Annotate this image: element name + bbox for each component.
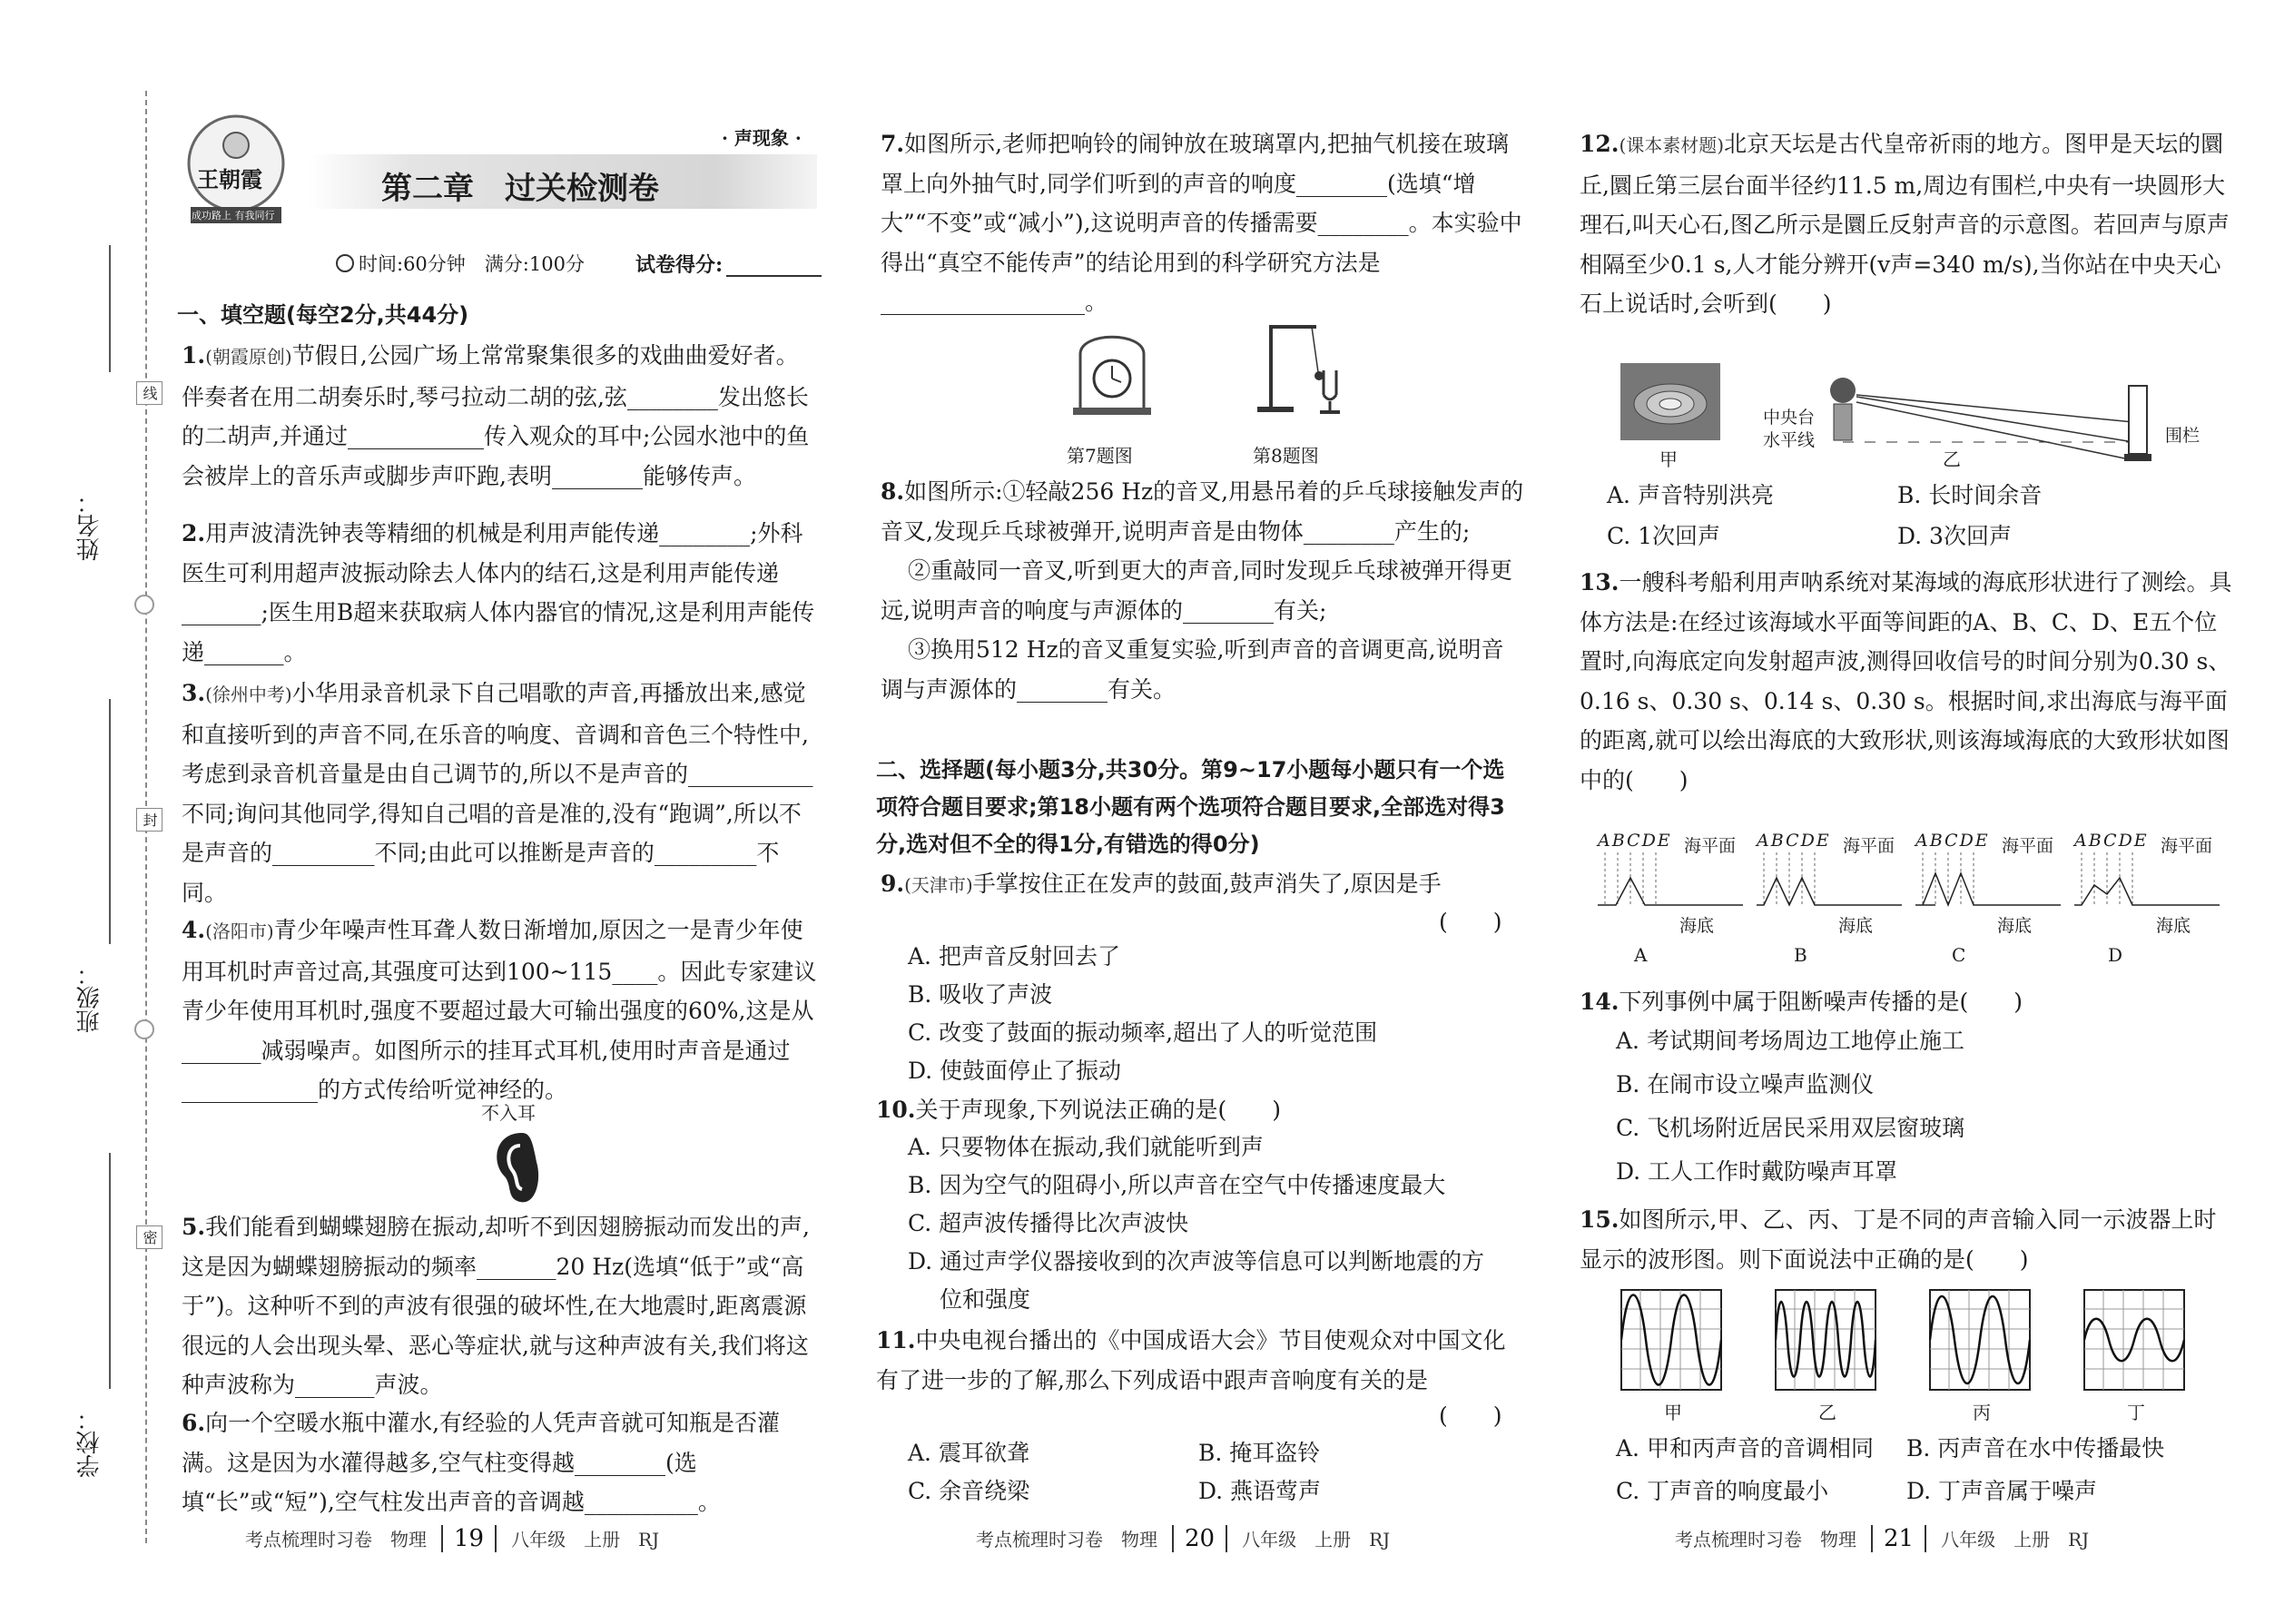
q12-option-a: A. 声音特别洪亮 — [1607, 482, 1774, 508]
score-blank — [726, 275, 822, 277]
q13-text: 一艘科考船利用声呐系统对某海域的海底形状进行了测绘。具体方法是:在经过该海域水平面等间距的A、B、C、D、E五个位置时,向海底定向发射超声波,测得回收信号的时间分别为0.30 s、0.16 s、0.30 s、0.14 s、0.30 s。根据时间,求出海底与海平面的距离,就可以绘出海底的大致形状,则该海域海底的大致形状如图中的( ) — [1580, 569, 2232, 793]
q3-tag: (徐州中考) — [205, 684, 292, 705]
q13-label-d: D — [2108, 944, 2123, 966]
q13-number: 13. — [1580, 569, 1620, 595]
q4-figure-label: 不入耳 — [481, 1102, 536, 1124]
q13-sea-c: 海平面 — [2002, 836, 2054, 856]
q15-option-d: D. 丁声音属于噪声 — [1906, 1478, 2098, 1504]
q10-option-b: B. 因为空气的阻碍小,所以声音在空气中传播速度最大 — [908, 1172, 1446, 1198]
q12-number: 12. — [1580, 131, 1620, 157]
q4-figure — [486, 1126, 549, 1211]
fig8-caption: 第8题图 — [1253, 445, 1319, 467]
waveform-ding — [2083, 1289, 2185, 1391]
q4-text: 青少年噪声性耳聋人数日渐增加,原因之一是青少年使用耳机时声音过高,其强度可达到100~115____。因此专家建议青少年使用耳机时,强度不要超过最大可输出强度的60%,这是从_______减弱噪声。如图所示的挂耳式耳机,使用时声音是通过____________的方式传给听觉神经的。 — [182, 917, 817, 1103]
q14-option-d: D. 工人工作时戴防噪声耳罩 — [1616, 1158, 1898, 1185]
q11-number: 11. — [876, 1327, 916, 1353]
q9-option-d: D. 使鼓面停止了振动 — [908, 1058, 1122, 1084]
q13-figure-b — [1757, 831, 1911, 940]
q11-paren: ( ) — [1439, 1403, 1502, 1429]
q9-option-b: B. 吸收了声波 — [908, 981, 1053, 1008]
clock-icon — [336, 254, 354, 272]
q2-text: 用声波清洗钟表等精细的机械是利用声能传递________;外科医生可利用超声波振动除去人体内的结石,这是利用声能传递_______;医生用B超来获取病人体内器官的情况,这是利用声能传递_______。 — [182, 520, 815, 665]
q9-text: 手掌按住正在发声的鼓面,鼓声消失了,原因是手 — [972, 871, 1442, 897]
waveform-jia — [1620, 1289, 1722, 1391]
question-12 — [1580, 124, 2233, 324]
question-11 — [876, 1321, 1525, 1400]
q13-letters-c: ABCDE — [1915, 831, 1990, 851]
bell-jar-clock-icon — [1071, 322, 1153, 418]
footer-page-20 — [976, 1525, 1390, 1552]
seal-feng: 封 — [136, 808, 162, 832]
seafloor-profile-a — [1598, 851, 1752, 923]
footer-page-19 — [245, 1525, 659, 1552]
q14-number: 14. — [1580, 989, 1620, 1015]
margin-solid-line — [109, 245, 111, 372]
q15-option-b: B. 丙声音在水中传播最快 — [1906, 1435, 2165, 1462]
wave-label-jia: 甲 — [1664, 1402, 1682, 1423]
logo-badge — [177, 109, 295, 227]
q14-option-a: A. 考试期间考场周边工地停止施工 — [1616, 1028, 1964, 1054]
q12-fig-label-center: 中央台 — [1763, 408, 1816, 428]
wave-label-ding: 丁 — [2127, 1402, 2145, 1423]
wave-label-yi: 乙 — [1818, 1402, 1836, 1423]
q13-floor-b: 海底 — [1838, 916, 1874, 936]
q13-letters-b: ABCDE — [1757, 831, 1831, 851]
q13-figure-a — [1598, 831, 1752, 940]
seal-xian: 线 — [136, 381, 162, 405]
q14-option-c: C. 飞机场附近居民采用双层窗玻璃 — [1616, 1115, 1965, 1141]
margin-solid-line — [109, 699, 111, 944]
ear-headphone-icon — [486, 1126, 549, 1207]
q12-tag: (课本素材题) — [1619, 134, 1725, 156]
question-1 — [182, 336, 817, 496]
q12-option-b: B. 长时间余音 — [1897, 482, 2043, 508]
fig8-tuning-fork — [1253, 318, 1353, 421]
q13-label-c: C — [1952, 944, 1966, 966]
page-number-21: 21 — [1871, 1525, 1926, 1552]
class-label: 班级： — [76, 962, 103, 1033]
q15-text: 如图所示,甲、乙、丙、丁是不同的声音输入同一示波器上时显示的波形图。则下面说法中正确的是( ) — [1580, 1206, 2217, 1273]
q2-number: 2. — [182, 520, 206, 546]
q9-option-c: C. 改变了鼓面的振动频率,超出了人的听觉范围 — [908, 1019, 1378, 1046]
ring-icon — [134, 595, 154, 615]
q5-number: 5. — [182, 1214, 206, 1240]
q3-number: 3. — [182, 680, 206, 706]
logo-name: 王朝霞 — [197, 166, 262, 192]
q12-option-c: C. 1次回声 — [1607, 523, 1721, 549]
q10-option-d-cont: 位和强度 — [940, 1286, 1031, 1313]
q12-option-d: D. 3次回声 — [1897, 523, 2012, 549]
q14-text: 下列事例中属于阻断噪声传播的是( ) — [1619, 989, 2023, 1015]
seafloor-profile-c — [1915, 851, 2070, 923]
q9-option-a: A. 把声音反射回去了 — [908, 943, 1120, 969]
q13-letters-a: ABCDE — [1598, 831, 1672, 851]
question-7 — [881, 124, 1525, 322]
q8-line-2: ②重敲同一音叉,听到更大的声音,同时发现乒乓球被弹开得更远,说明声音的响度与声源体的________有关; — [881, 557, 1512, 624]
temple-echo-diagram — [1616, 359, 2161, 486]
q13-figure-c — [1915, 831, 2070, 940]
q15-number: 15. — [1580, 1206, 1620, 1233]
logo-motto: 成功路上 有我同行 — [192, 210, 275, 221]
part2-heading: 二、选择题(每小题3分,共30分。第9~17小题每小题只有一个选项符合题目要求;第18小题有两个选项符合题目要求,全部选对得3分,选对但不全的得1分,有错选的得0分) — [876, 757, 1505, 857]
q11-option-a: A. 震耳欲聋 — [908, 1440, 1029, 1466]
footer-page-21 — [1675, 1525, 2089, 1552]
q7-text: 如图所示,老师把响铃的闹钟放在玻璃罩内,把抽气机接在玻璃罩上向外抽气时,同学们听到的声音的响度________(选填“增大”“不变”或“减小”),这说明声音的传播需要________。本实验中得出“真空不能传声”的结论用到的科学研究方法是__________________。 — [881, 131, 1522, 315]
q4-number: 4. — [182, 917, 206, 943]
q10-option-a: A. 只要物体在振动,我们就能听到声 — [908, 1134, 1264, 1160]
footer-left-19: 考点梳理时习卷 物理 — [245, 1529, 427, 1550]
question-15 — [1580, 1200, 2233, 1279]
q11-option-b: B. 掩耳盗铃 — [1198, 1440, 1321, 1466]
q13-label-b: B — [1794, 944, 1807, 966]
q13-floor-d: 海底 — [2156, 916, 2191, 936]
seafloor-profile-b — [1757, 851, 1911, 923]
q8-number: 8. — [881, 478, 905, 505]
exam-meta: 时间:60分钟 满分:100分 — [359, 253, 585, 275]
part1-heading: 一、填空题(每空2分,共44分) — [177, 302, 469, 328]
q12-fig-label-yi: 乙 — [1943, 448, 1961, 470]
q15-option-a: A. 甲和丙声音的音调相同 — [1616, 1435, 1874, 1462]
waveform-yi — [1775, 1289, 1876, 1391]
question-13 — [1580, 563, 2233, 800]
fig7-alarm-bell-jar — [1071, 322, 1153, 421]
q13-sea-d: 海平面 — [2161, 836, 2213, 856]
wave-panel-jia — [1620, 1289, 1722, 1394]
school-label: 学校： — [76, 1407, 103, 1478]
q9-tag: (天津市) — [904, 874, 973, 896]
question-2 — [182, 514, 817, 672]
q8-line-3: ③换用512 Hz的音叉重复实验,听到声音的音调更高,说明音调与声源体的________有关。 — [881, 636, 1504, 703]
q6-number: 6. — [182, 1410, 206, 1436]
q12-fig-label-jia: 甲 — [1659, 448, 1678, 470]
q12-fig-label-level: 水平线 — [1763, 430, 1816, 450]
q14-option-b: B. 在闹市设立噪声监测仪 — [1616, 1071, 1875, 1097]
q12-text: 北京天坛是古代皇帝祈雨的地方。图甲是天坛的圜丘,圜丘第三层台面半径约11.5 m,周边有围栏,中央有一块圆形大理石,叫天心石,图乙所示是圜丘反射声音的示意图。若回声与原声相隔至少0.1 s,人才能分辨开(v声=340 m/s),当你站在中央天心石上说话时,会听到( ) — [1580, 131, 2230, 317]
q13-floor-a: 海底 — [1679, 916, 1715, 936]
footer-right-19: 八年级 上册 RJ — [511, 1529, 660, 1550]
wave-panel-yi — [1775, 1289, 1876, 1394]
margin-solid-line — [109, 1153, 111, 1389]
binding-margin — [0, 0, 163, 1624]
q10-option-c: C. 超声波传播得比次声波快 — [908, 1210, 1189, 1236]
wave-panel-ding — [2083, 1289, 2185, 1394]
q13-floor-c: 海底 — [1997, 916, 2033, 936]
q11-text: 中央电视台播出的《中国成语大会》节目使观众对中国文化有了进一步的了解,那么下列成语中跟声音响度有关的是 — [876, 1327, 1506, 1393]
question-8 — [881, 472, 1525, 709]
footer-right-20: 八年级 上册 RJ — [1242, 1529, 1391, 1550]
waveform-bing — [1929, 1289, 2031, 1391]
footer-left-21: 考点梳理时习卷 物理 — [1675, 1529, 1856, 1550]
q11-option-d: D. 燕语莺声 — [1198, 1478, 1322, 1504]
q1-tag: (朝霞原创) — [205, 346, 292, 368]
name-label: 姓名： — [76, 490, 103, 561]
page-number-20: 20 — [1172, 1525, 1227, 1552]
q6-text: 向一个空暖水瓶中灌水,有经验的人凭声音就可知瓶是否灌满。这是因为水灌得越多,空气柱变得越________(选填“长”或“短”),空气柱发出声音的音调越__________。 — [182, 1410, 781, 1515]
seafloor-profile-d — [2074, 851, 2229, 923]
question-6 — [182, 1403, 817, 1522]
q12-figure — [1616, 359, 2161, 489]
page-title: 第二章 过关检测卷 — [381, 171, 659, 207]
q8-line-1: 如图所示:①轻敲256 Hz的音叉,用悬吊着的乒乓球接触发声的音叉,发现乒乓球被弹开,说明声音是由物体________产生的; — [881, 478, 1524, 545]
q10-option-d: D. 通过声学仪器接收到的次声波等信息可以判断地震的方 — [908, 1248, 1485, 1275]
q1-text: 节假日,公园广场上常常聚集很多的戏曲曲爱好者。伴奏者在用二胡奏乐时,琴弓拉动二胡的弦,弦________发出悠长的二胡声,并通过____________传入观众的耳中;公园水池中的鱼会被岸上的音乐声或脚步声吓跑,表明________能够传声。 — [182, 342, 810, 489]
footer-right-21: 八年级 上册 RJ — [1941, 1529, 2090, 1550]
ring-icon — [134, 1019, 154, 1039]
q5-text: 我们能看到蝴蝶翅膀在振动,却听不到因翅膀振动而发出的声,这是因为蝴蝶翅膀振动的频率_______20 Hz(选填“低于”或“高于”)。这种听不到的声波有很强的破坏性,在大地震时,距离震源很远的人会出现头晕、恶心等症状,就与这种声波有关,我们将这种声波称为_______声波。 — [182, 1214, 811, 1398]
q10-number: 10. — [876, 1097, 916, 1123]
wave-label-bing: 丙 — [1973, 1402, 1991, 1423]
q12-fig-label-rail: 围栏 — [2165, 426, 2200, 446]
seal-mi: 密 — [136, 1225, 162, 1249]
q13-label-a: A — [1634, 944, 1648, 966]
q11-option-c: C. 余音绕梁 — [908, 1478, 1030, 1504]
footer-left-20: 考点梳理时习卷 物理 — [976, 1529, 1157, 1550]
q9-paren: ( ) — [1439, 909, 1502, 935]
question-14 — [1580, 982, 2233, 1022]
question-3 — [182, 674, 817, 912]
question-10 — [876, 1090, 1525, 1130]
q3-text: 小华用录音机录下自己唱歌的声音,再播放出来,感觉和直接听到的声音不同,在乐音的响度、音调和音色三个特性中,考虑到录音机音量是由自己调节的,所以不是声音的___________不同;询问其他同学,得知自己唱的音是准的,没有“跑调”,所以不是声音的_________不同;由此可以推断是声音的_________不同。 — [182, 680, 813, 906]
q15-option-c: C. 丁声音的响度最小 — [1616, 1478, 1829, 1504]
q13-sea-b: 海平面 — [1843, 836, 1895, 856]
q13-figure-d — [2074, 831, 2229, 940]
q13-sea-a: 海平面 — [1684, 836, 1737, 856]
q9-number: 9. — [881, 871, 905, 897]
q13-letters-d: ABCDE — [2074, 831, 2149, 851]
page-number-19: 19 — [441, 1525, 497, 1552]
question-4 — [182, 910, 817, 1110]
q10-text: 关于声现象,下列说法正确的是( ) — [915, 1097, 1281, 1123]
q4-tag: (洛阳市) — [205, 920, 274, 942]
question-5 — [182, 1207, 817, 1405]
question-9 — [881, 864, 1525, 906]
tuning-fork-stand-icon — [1253, 318, 1353, 418]
section-tag: · 声现象 · — [722, 127, 802, 149]
fig7-caption: 第7题图 — [1067, 445, 1133, 467]
score-label: 试卷得分: — [635, 253, 724, 277]
q1-number: 1. — [182, 342, 206, 369]
q7-number: 7. — [881, 131, 905, 157]
wave-panel-bing — [1929, 1289, 2031, 1394]
